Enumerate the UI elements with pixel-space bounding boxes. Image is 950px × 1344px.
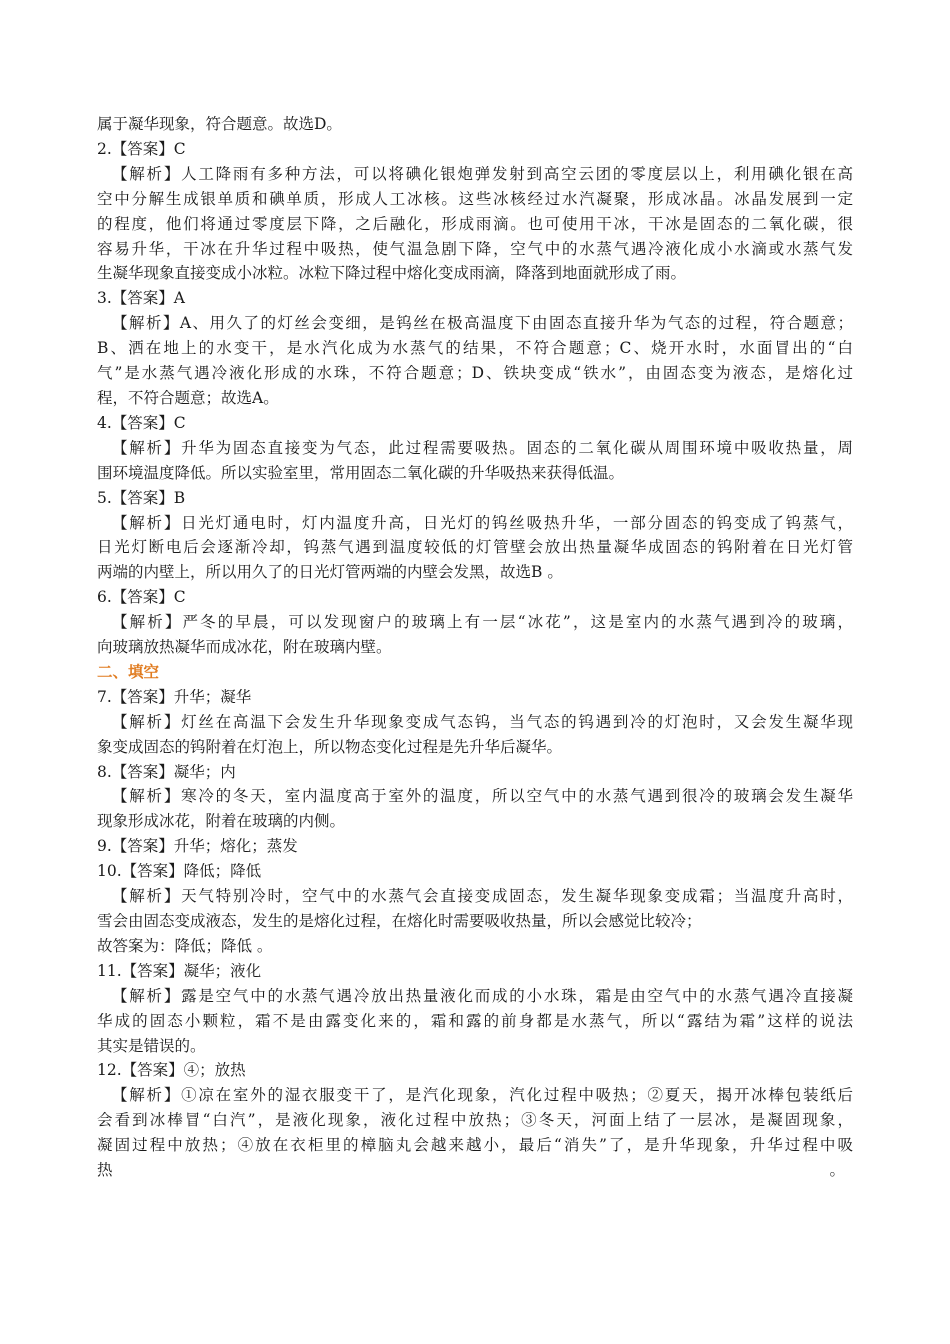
q8-explanation-line: 现象形成冰花，附着在玻璃的内侧。 xyxy=(97,812,346,831)
q2-explanation-line: 【解析】人工降雨有多种方法，可以将碘化银炮弹发射到高空云团的零度层以上，利用碘化银在高 xyxy=(112,164,853,183)
q10-explanation-line: 雪会由固态变成液态，发生的是熔化过程，在熔化时需要吸收热量，所以会感觉比较冷； xyxy=(97,912,702,930)
q4-explanation-line: 【解析】升华为固态直接变为气态，此过程需要吸热。固态的二氧化碳从周围环境中吸收热量，周 xyxy=(112,438,853,457)
q11-answer: 11.【答案】凝华；液化 xyxy=(97,961,262,980)
q10-answer: 10.【答案】降低；降低 xyxy=(97,862,262,881)
q2-explanation-line: 的程度，他们将通过零度层下降，之后融化，形成雨滴。也可使用干冰，干冰是固态的二氧化碳，很 xyxy=(97,214,853,233)
q1-tail: 属于凝华现象，符合题意。故选D。 xyxy=(97,115,342,133)
q4-explanation-line: 围环境温度降低。所以实验室里，常用固态二氧化碳的升华吸热来获得低温。 xyxy=(97,463,625,482)
q5-explanation-line: 两端的内壁上，所以用久了的日光灯管两端的内壁会发黑，故选B 。 xyxy=(97,563,563,582)
q6-answer: 6.【答案】C xyxy=(97,588,186,607)
q6-explanation-line: 向玻璃放热凝华而成冰花，附在玻璃内壁。 xyxy=(97,638,392,657)
q12-explanation-line: 凝固过程中放热；④放在衣柜里的樟脑丸会越来越小，最后“消失”了，是升华现象，升华过程中吸 xyxy=(97,1136,853,1155)
q10-explanation-line: 【解析】天气特别冷时，空气中的水蒸气会直接变成固态，发生凝华现象变成霜；当温度升高时， xyxy=(112,887,853,906)
q7-answer: 7.【答案】升华；凝华 xyxy=(97,687,252,706)
q5-answer: 5.【答案】B xyxy=(97,488,186,507)
answer-page xyxy=(97,112,853,1183)
q3-explanation-line: 气”是水蒸气遇冷液化形成的水珠，不符合题意；D、铁块变成“铁水”，由固态变为液态，是熔化过 xyxy=(97,364,853,383)
q2-explanation-line: 空中分解生成银单质和碘单质，形成人工冰核。这些冰核经过水汽凝聚，形成冰晶。冰晶发展到一定 xyxy=(97,189,853,208)
q3-explanation-line: B、洒在地上的水变干，是水汽化成为水蒸气的结果，不符合题意；C、烧开水时，水面冒出的“白 xyxy=(97,339,853,358)
q2-answer: 2.【答案】C xyxy=(97,139,186,158)
q10-conclusion: 故答案为：降低；降低 。 xyxy=(97,936,273,955)
section-title-fill-in: 二、填空 xyxy=(97,662,160,681)
q5-explanation-line: 日光灯断电后会逐渐冷却，钨蒸气遇到温度较低的灯管壁会放出热量凝华成固态的钨附着在日光灯管 xyxy=(97,538,853,557)
q8-explanation-line: 【解析】寒冷的冬天，室内温度高于室外的温度，所以空气中的水蒸气遇到很冷的玻璃会发生凝华 xyxy=(112,787,853,806)
q12-trailing-mark: 。 xyxy=(829,1161,845,1180)
q11-explanation-line: 【解析】露是空气中的水蒸气遇冷放出热量液化而成的小水珠，霜是由空气中的水蒸气遇冷直接凝 xyxy=(112,986,853,1005)
q5-explanation-line: 【解析】日光灯通电时，灯内温度升高，日光灯的钨丝吸热升华，一部分固态的钨变成了钨蒸气， xyxy=(112,513,853,532)
q3-explanation-line: 【解析】A、用久了的灯丝会变细，是钨丝在极高温度下由固态直接升华为气态的过程，符合题意； xyxy=(112,314,853,333)
q3-explanation-line: 程，不符合题意；故选A。 xyxy=(97,388,279,407)
q12-explanation-last-line xyxy=(97,1158,853,1183)
q2-explanation-line: 生凝华现象直接变成小冰粒。冰粒下降过程中熔化变成雨滴，降落到地面就形成了雨。 xyxy=(97,264,687,283)
q7-explanation-line: 【解析】灯丝在高温下会发生升华现象变成气态钨，当气态的钨遇到冷的灯泡时，又会发生凝华现 xyxy=(112,712,853,731)
q4-answer: 4.【答案】C xyxy=(97,413,186,432)
q11-explanation-line: 华成的固态小颗粒，霜不是由露变化来的，霜和露的前身都是水蒸气，所以“露结为霜”这样的说法 xyxy=(97,1011,853,1030)
q11-explanation-line: 其实是错误的。 xyxy=(97,1036,206,1055)
q12-answer: 12.【答案】④；放热 xyxy=(97,1061,246,1080)
q8-answer: 8.【答案】凝华；内 xyxy=(97,762,236,781)
q9-answer: 9.【答案】升华；熔化；蒸发 xyxy=(97,837,298,856)
q12-explanation-line: 【解析】①凉在室外的湿衣服变干了，是汽化现象，汽化过程中吸热；②夏天，揭开冰棒包装纸后 xyxy=(112,1086,853,1105)
q3-answer: 3.【答案】A xyxy=(97,289,185,308)
q2-explanation-line: 容易升华，干冰在升华过程中吸热，使气温急剧下降，空气中的水蒸气遇冷液化成小水滴或水蒸气发 xyxy=(97,239,853,258)
q12-last-word: 热 xyxy=(97,1161,113,1180)
q7-explanation-line: 象变成固态的钨附着在灯泡上，所以物态变化过程是先升华后凝华。 xyxy=(97,737,563,756)
q6-explanation-line: 【解析】严冬的早晨，可以发现窗户的玻璃上有一层“冰花”，这是室内的水蒸气遇到冷的玻璃， xyxy=(112,613,853,632)
q12-explanation-line: 会看到冰棒冒“白汽”，是液化现象，液化过程中放热；③冬天，河面上结了一层冰，是凝固现象， xyxy=(97,1111,853,1130)
